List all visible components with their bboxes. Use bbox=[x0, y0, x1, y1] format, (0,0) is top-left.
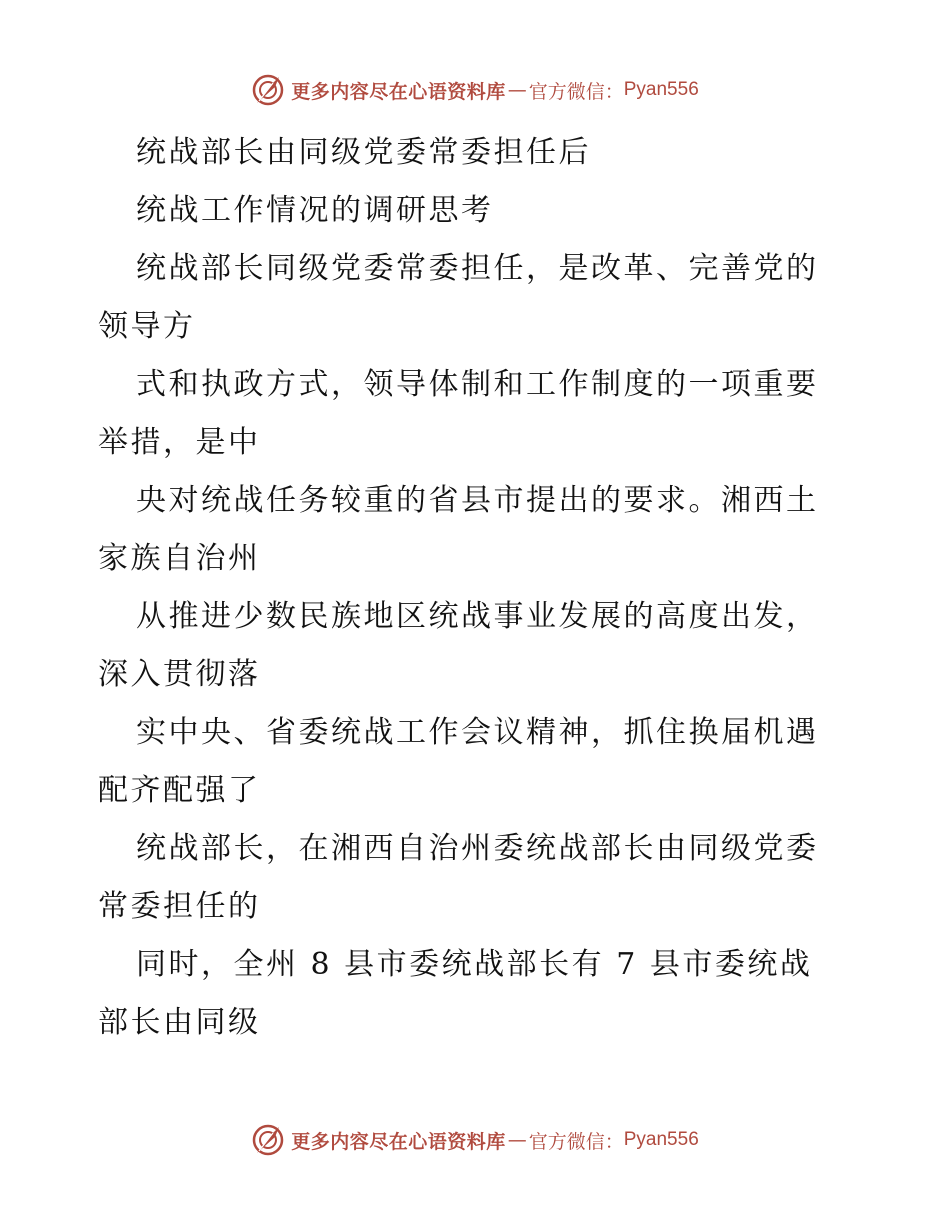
footer-wechat-label: 官方微信： bbox=[528, 1130, 624, 1153]
quill-logo-icon bbox=[251, 73, 285, 107]
text-line: 从推进少数民族地区统战事业发展的高度出发， bbox=[136, 599, 819, 634]
text-line: 家族自治州 bbox=[98, 541, 261, 576]
document-body bbox=[98, 124, 858, 1052]
header-wechat-id: Pyan556 bbox=[623, 79, 699, 100]
footer-banner bbox=[0, 1120, 950, 1160]
footer-brand-text: 更多内容尽在心语资料库 bbox=[291, 1130, 506, 1153]
text-line: 配齐配强了 bbox=[98, 773, 261, 808]
text-line: 央对统战任务较重的省县市提出的要求。湘西土 bbox=[136, 483, 819, 518]
header-brand-text: 更多内容尽在心语资料库 bbox=[291, 80, 506, 103]
header-dash: — bbox=[507, 79, 527, 101]
text-line: 实中央、省委统战工作会议精神，抓住换届机遇 bbox=[136, 715, 819, 750]
footer-dash: — bbox=[507, 1129, 527, 1151]
text-line: 统战部长由同级党委常委担任后 bbox=[136, 135, 591, 170]
text-line: 部长由同级 bbox=[98, 1005, 261, 1040]
text-line: 统战工作情况的调研思考 bbox=[136, 193, 494, 228]
text-line: 常委担任的 bbox=[98, 889, 261, 924]
text-line: 式和执政方式，领导体制和工作制度的一项重要 bbox=[136, 367, 819, 402]
text-line: 统战部长同级党委常委担任，是改革、完善党的 bbox=[136, 251, 819, 286]
text-line: 统战部长，在湘西自治州委统战部长由同级党委 bbox=[136, 831, 819, 866]
header-banner bbox=[0, 70, 950, 110]
text-line: 举措，是中 bbox=[98, 425, 261, 460]
quill-logo-icon bbox=[251, 1123, 285, 1157]
text-line: 同时，全州 8 县市委统战部长有 7 县市委统战 bbox=[136, 947, 813, 982]
header-wechat-label: 官方微信： bbox=[528, 80, 624, 103]
text-line: 领导方 bbox=[98, 309, 196, 344]
footer-wechat-id: Pyan556 bbox=[623, 1129, 699, 1150]
text-line: 深入贯彻落 bbox=[98, 657, 261, 692]
